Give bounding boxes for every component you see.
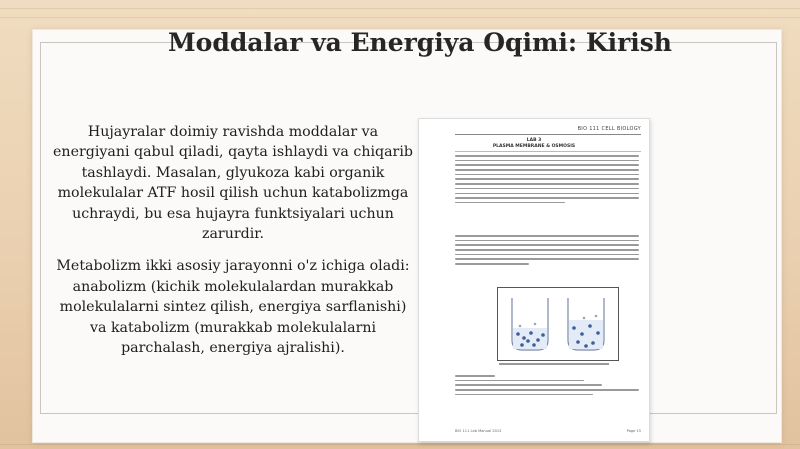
doc-rule-2 xyxy=(455,151,641,152)
paragraph-1: Hujayralar doimiy ravishda moddalar va energiyani qabul qiladi, qayta ishlaydi va chiqarib tashlaydi. Masalan, glyukoza kabi organik molekulalar ATF hosil qilish uchun katabolizmga uchraydi, bu esa hujayra funktsiyalari uchun zarurdir. xyxy=(53,124,413,243)
doc-lab-number: LAB 3 xyxy=(526,138,542,143)
doc-figure xyxy=(497,287,619,361)
doc-paragraph-2 xyxy=(455,235,639,268)
doc-header: BIO 111 CELL BIOLOGY xyxy=(577,126,641,132)
doc-rule xyxy=(455,134,641,135)
osmosis-figure xyxy=(498,288,618,360)
slide-title: Moddalar va Energiya Oqimi: Kirish xyxy=(167,28,672,57)
doc-paragraph-1 xyxy=(455,155,639,207)
paragraph-2: Metabolizm ikki asosiy jarayonni o'z ichiga oladi: anabolizm (kichik molekulalardan murakkab molekulalarni sintez qilish, energiya sarflanishi) va katabolizm (murakkab molekulalarni parchalash, energiya ajralishi). xyxy=(56,258,410,357)
doc-lab-title: PLASMA MEMBRANE & OSMOSIS xyxy=(492,144,576,149)
doc-figure-caption xyxy=(499,363,609,365)
lab-manual-page-image xyxy=(418,118,650,442)
doc-objectives xyxy=(455,375,639,398)
slide-body xyxy=(50,122,416,370)
doc-footer-right: Page 15 xyxy=(626,429,641,433)
doc-footer-left: BIO 111 Lab Manual 2013 xyxy=(455,429,502,433)
